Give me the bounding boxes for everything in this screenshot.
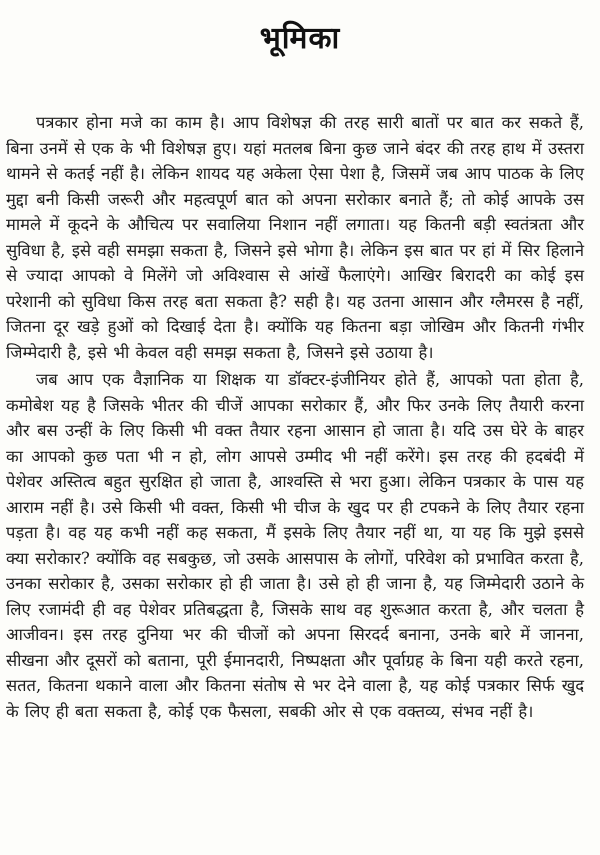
page-body: [6, 110, 584, 724]
page-title: भूमिका: [259, 21, 341, 56]
paragraph-1: पत्रकार होना मजे का काम है। आप विशेषज्ञ की तरह सारी बातों पर बात कर सकते हैं, बिना उनमें से एक के भी विशेषज्ञ हुए। यहां मतलब बिना कुछ जाने बंदर की तरह हाथ में उस्तरा थामने से कतई नहीं है। लेकिन शायद यह अकेला ऐसा पेशा है, जिसमें जब आप पाठक के लिए मुद्दा बनी किसी जरूरी और महत्वपूर्ण बात को अपना सरोकार बनाते हैं; तो कोई आपके उस मामले में कूदने के औचित्य पर सवालिया निशान नहीं लगाता। यह कितनी बड़ी स्वतंत्रता और सुविधा है, इसे वही समझा सकता है, जिसने इसे भोगा है। लेकिन इस बात पर हां में सिर हिलाने से ज्यादा आपको वे मिलेंगे जो अविश्वास से आंखें फैलाएंगे। आखिर बिरादरी का कोई इस परेशानी को सुविधा किस तरह बता सकता है? सही है। यह उतना आसान और ग्लैमरस है नहीं, जितना दूर खड़े हुओं को दिखाई देता है। क्योंकि यह कितना बड़ा जोखिम और कितनी गंभीर जिम्मेदारी है, इसे भी केवल वही समझ सकता है, जिसने इसे उठाया है।: [6, 113, 584, 362]
paragraph-2: जब आप एक वैज्ञानिक या शिक्षक या डॉक्टर-इंजीनियर होते हैं, आपको पता होता है, कमोबेश यह है जिसके भीतर की चीजें आपका सरोकार हैं, और फिर उनके लिए तैयारी करना और बस उन्हीं के लिए किसी भी वक्त तैयार रहना आसान हो जाता है। यदि उस घेरे के बाहर का आपको कुछ पता भी न हो, लोग आपसे उम्मीद भी नहीं करेंगे। इस तरह की हदबंदी में पेशेवर अस्तित्व बहुत सुरक्षित हो जाता है, आश्वस्ति से भरा हुआ। लेकिन पत्रकार के पास यह आराम नहीं है। उसे किसी भी वक्त, किसी भी चीज के खुद पर ही टपकने के लिए तैयार रहना पड़ता है। वह यह कभी नहीं कह सकता, मैं इसके लिए तैयार नहीं था, या यह कि मुझे इससे क्या सरोकार? क्योंकि वह सबकुछ, जो उसके आसपास के लोगों, परिवेश को प्रभावित करता है, उनका सरोकार है, उसका सरोकार हो ही जाता है। उसे हो ही जाना है, यह जिम्मेदारी उठाने के लिए रजामंदी ही वह पेशेवर प्रतिबद्धता है, जिसके साथ वह शुरूआत करता है, और चलता है आजीवन। इस तरह दुनिया भर की चीजों को अपना सिरदर्द बनाना, उनके बारे में जानना, सीखना और दूसरों को बताना, पूरी ईमानदारी, निष्पक्षता और पूर्वाग्रह के बिना यही करते रहना, सतत, कितना थकाने वाला और कितना संतोष से भर देने वाला है, यह कोई पत्रकार सिर्फ खुद के लिए ही बता सकता है, कोई एक फैसला, सबकी ओर से एक वक्तव्य, संभव नहीं है।: [6, 370, 584, 721]
